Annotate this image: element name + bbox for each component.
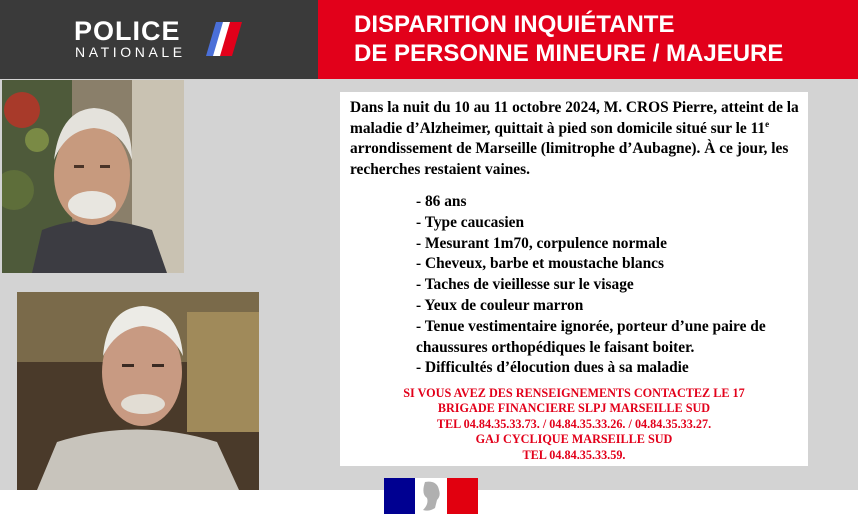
list-item: - 86 ans [416,193,467,210]
physical-description-list [416,192,806,379]
list-item: - Taches de vieillesse sur le visage [416,276,634,294]
contact-line-2: BRIGADE FINANCIERE SLPJ MARSEILLE SUD [437,401,711,416]
notice-text-panel [340,92,808,466]
missing-person-photo-2 [17,292,259,490]
list-item: - Type caucasien [416,213,525,231]
list-item: - Yeux de couleur marron [416,296,584,314]
marianne-profile-icon [415,478,447,514]
missing-person-photo-1 [2,80,184,273]
police-flag-logo-icon [206,20,242,58]
flag-red-band [447,478,478,514]
contact-line-4: GAJ CYCLIQUE MARSEILLE SUD [475,432,673,447]
header-title-panel [318,0,858,79]
list-item: - Difficultés d’élocution dues à sa maladie [416,359,689,377]
title-line-2: DE PERSONNE MINEURE / MAJEURE [354,40,784,67]
intro-text-start: Dans la nuit du 10 au 11 octobre 2024, M. CROS Pierre, atteint de la maladie d’Alzheimer, quittait à pied son domicile situé sur le 11 [350,99,799,137]
intro-superscript: e [765,118,770,129]
logo-police-text: POLICE [74,16,181,46]
contact-info [340,386,808,463]
contact-line-5: TEL 04.84.35.33.59. [522,447,626,462]
logo-nationale-text: NATIONALE [75,44,186,60]
list-item: - Cheveux, barbe et moustache blancs [416,255,664,273]
contact-line-1: SI VOUS AVEZ DES RENSEIGNEMENTS CONTACTEZ LE 17 [403,386,745,400]
header-logo-panel [0,0,318,79]
list-item: - Tenue vestimentaire ignorée, porteur d’une paire de chaussures orthopédiques le faisant boiter. [416,317,766,356]
list-item: - Mesurant 1m70, corpulence normale [416,234,667,252]
republique-francaise-marianne-logo [384,478,478,514]
intro-text-end: arrondissement de Marseille (limitrophe d’Aubagne). À ce jour, les recherches restaient vaines. [350,140,789,178]
notice-intro-paragraph [350,98,802,180]
flag-blue-band [384,478,415,514]
title-line-1: DISPARITION INQUIÉTANTE [354,11,675,38]
contact-line-3: TEL 04.84.35.33.73. / 04.84.35.33.26. / 04.84.35.33.27. [436,416,712,431]
